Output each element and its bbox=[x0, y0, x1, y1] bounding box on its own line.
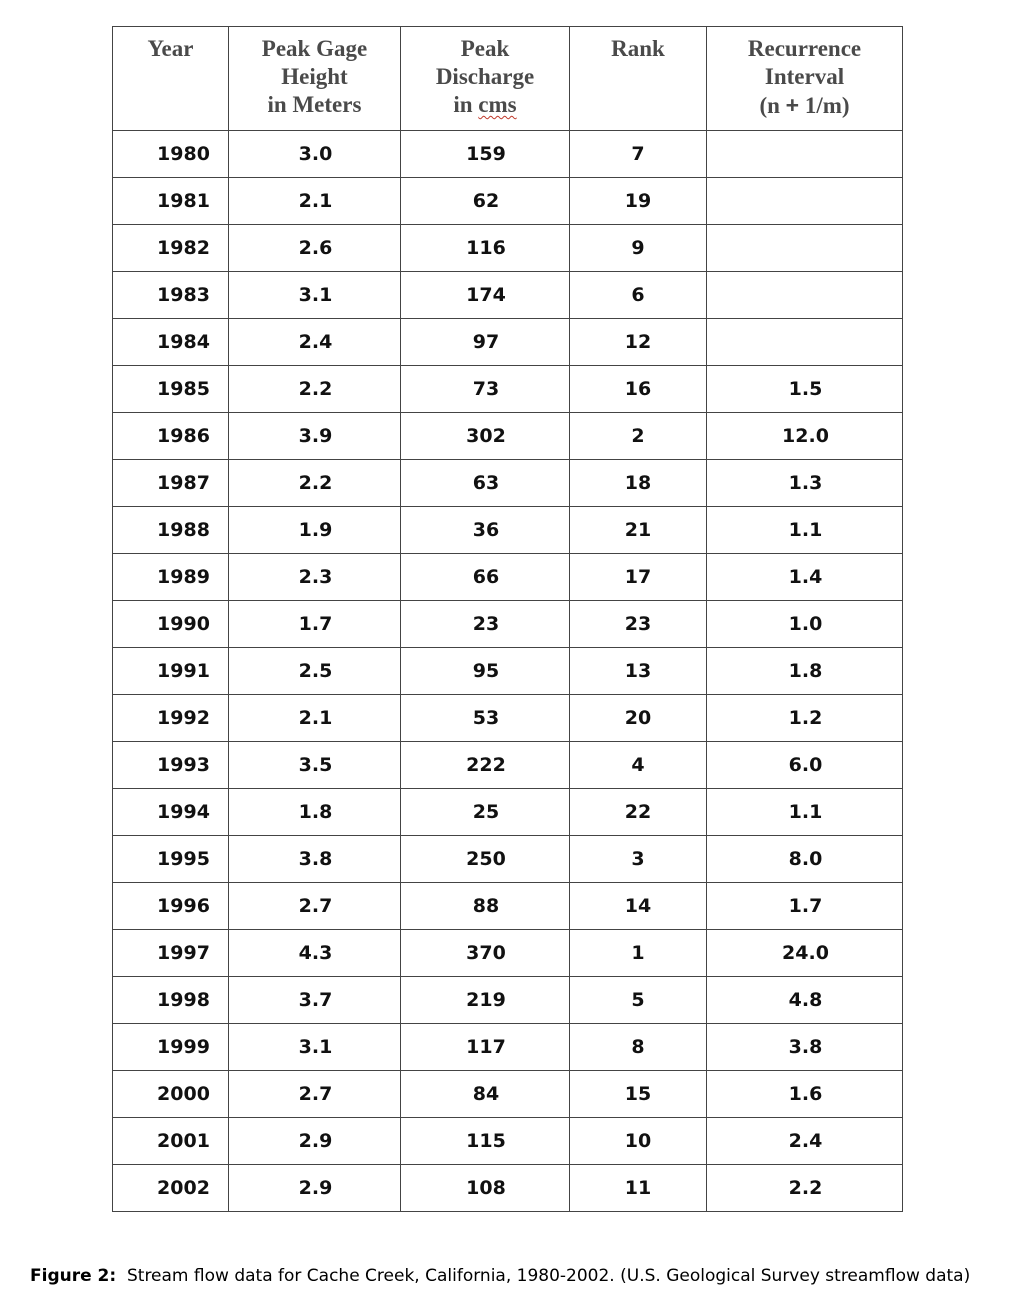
header-ri-line-2: Interval bbox=[764, 64, 845, 89]
cell-rank: 14 bbox=[570, 883, 707, 930]
table-row bbox=[113, 131, 903, 178]
table-row bbox=[113, 1165, 903, 1212]
cell-year: 1987 bbox=[113, 460, 229, 507]
table-row bbox=[113, 413, 903, 460]
cell-recurrence-interval bbox=[707, 178, 903, 225]
header-ri-m: 1/m) bbox=[804, 93, 850, 118]
cell-peak-gage-height: 2.7 bbox=[229, 883, 401, 930]
plus-icon: + bbox=[785, 92, 800, 118]
cell-year: 2001 bbox=[113, 1118, 229, 1165]
cell-year: 1983 bbox=[113, 272, 229, 319]
cell-recurrence-interval bbox=[707, 319, 903, 366]
cell-peak-gage-height: 2.9 bbox=[229, 1118, 401, 1165]
table-row bbox=[113, 366, 903, 413]
cell-peak-discharge: 97 bbox=[401, 319, 570, 366]
header-row bbox=[113, 27, 903, 131]
cell-recurrence-interval: 1.6 bbox=[707, 1071, 903, 1118]
cell-year: 1998 bbox=[113, 977, 229, 1024]
cell-year: 1991 bbox=[113, 648, 229, 695]
header-recurrence-interval bbox=[707, 27, 903, 131]
cell-peak-discharge: 73 bbox=[401, 366, 570, 413]
cell-rank: 17 bbox=[570, 554, 707, 601]
cell-year: 1986 bbox=[113, 413, 229, 460]
header-height-line-3: in Meters bbox=[267, 92, 362, 117]
table-row bbox=[113, 883, 903, 930]
header-discharge-line-2: Discharge bbox=[435, 64, 535, 89]
cell-year: 1990 bbox=[113, 601, 229, 648]
header-discharge-unit: cms bbox=[478, 92, 517, 117]
cell-peak-discharge: 219 bbox=[401, 977, 570, 1024]
cell-peak-gage-height: 2.4 bbox=[229, 319, 401, 366]
cell-recurrence-interval: 2.2 bbox=[707, 1165, 903, 1212]
cell-peak-discharge: 116 bbox=[401, 225, 570, 272]
cell-rank: 20 bbox=[570, 695, 707, 742]
caption-label: Figure 2: bbox=[30, 1266, 117, 1286]
cell-rank: 22 bbox=[570, 789, 707, 836]
cell-peak-discharge: 302 bbox=[401, 413, 570, 460]
cell-peak-gage-height: 2.9 bbox=[229, 1165, 401, 1212]
cell-year: 1980 bbox=[113, 131, 229, 178]
cell-peak-discharge: 370 bbox=[401, 930, 570, 977]
streamflow-table-container bbox=[112, 26, 902, 1212]
cell-rank: 1 bbox=[570, 930, 707, 977]
table-header bbox=[113, 27, 903, 131]
cell-rank: 21 bbox=[570, 507, 707, 554]
cell-recurrence-interval: 12.0 bbox=[707, 413, 903, 460]
cell-peak-discharge: 108 bbox=[401, 1165, 570, 1212]
cell-peak-discharge: 62 bbox=[401, 178, 570, 225]
cell-peak-gage-height: 4.3 bbox=[229, 930, 401, 977]
cell-rank: 9 bbox=[570, 225, 707, 272]
cell-peak-gage-height: 3.9 bbox=[229, 413, 401, 460]
cell-year: 1988 bbox=[113, 507, 229, 554]
table-row bbox=[113, 319, 903, 366]
cell-peak-gage-height: 3.7 bbox=[229, 977, 401, 1024]
table-row bbox=[113, 554, 903, 601]
cell-rank: 5 bbox=[570, 977, 707, 1024]
cell-recurrence-interval: 2.4 bbox=[707, 1118, 903, 1165]
cell-rank: 3 bbox=[570, 836, 707, 883]
cell-peak-discharge: 25 bbox=[401, 789, 570, 836]
streamflow-table bbox=[112, 26, 903, 1212]
cell-peak-gage-height: 1.9 bbox=[229, 507, 401, 554]
cell-peak-gage-height: 2.5 bbox=[229, 648, 401, 695]
cell-recurrence-interval bbox=[707, 225, 903, 272]
table-body bbox=[113, 131, 903, 1212]
cell-rank: 8 bbox=[570, 1024, 707, 1071]
cell-year: 1989 bbox=[113, 554, 229, 601]
header-ri-line-3 bbox=[707, 91, 902, 120]
cell-rank: 18 bbox=[570, 460, 707, 507]
cell-year: 1993 bbox=[113, 742, 229, 789]
cell-recurrence-interval: 8.0 bbox=[707, 836, 903, 883]
cell-year: 1997 bbox=[113, 930, 229, 977]
cell-year: 1982 bbox=[113, 225, 229, 272]
cell-recurrence-interval: 1.5 bbox=[707, 366, 903, 413]
cell-rank: 2 bbox=[570, 413, 707, 460]
cell-recurrence-interval: 4.8 bbox=[707, 977, 903, 1024]
cell-peak-gage-height: 2.1 bbox=[229, 695, 401, 742]
table-row bbox=[113, 648, 903, 695]
cell-peak-gage-height: 3.8 bbox=[229, 836, 401, 883]
table-row bbox=[113, 977, 903, 1024]
cell-rank: 10 bbox=[570, 1118, 707, 1165]
table-row bbox=[113, 742, 903, 789]
cell-year: 1996 bbox=[113, 883, 229, 930]
header-peak-gage-height bbox=[229, 27, 401, 131]
cell-year: 2002 bbox=[113, 1165, 229, 1212]
table-row bbox=[113, 836, 903, 883]
cell-peak-gage-height: 1.8 bbox=[229, 789, 401, 836]
cell-recurrence-interval: 1.1 bbox=[707, 507, 903, 554]
cell-peak-discharge: 115 bbox=[401, 1118, 570, 1165]
header-ri-n: (n bbox=[759, 93, 780, 118]
cell-year: 2000 bbox=[113, 1071, 229, 1118]
cell-peak-gage-height: 2.3 bbox=[229, 554, 401, 601]
cell-peak-discharge: 88 bbox=[401, 883, 570, 930]
cell-peak-discharge: 117 bbox=[401, 1024, 570, 1071]
cell-recurrence-interval: 1.2 bbox=[707, 695, 903, 742]
table-row bbox=[113, 225, 903, 272]
table-row bbox=[113, 1118, 903, 1165]
cell-peak-discharge: 159 bbox=[401, 131, 570, 178]
cell-peak-gage-height: 3.1 bbox=[229, 1024, 401, 1071]
cell-recurrence-interval: 24.0 bbox=[707, 930, 903, 977]
cell-peak-discharge: 174 bbox=[401, 272, 570, 319]
cell-rank: 13 bbox=[570, 648, 707, 695]
cell-peak-discharge: 250 bbox=[401, 836, 570, 883]
header-discharge-in: in bbox=[453, 92, 473, 117]
header-discharge-line-1: Peak bbox=[460, 36, 510, 61]
cell-year: 1999 bbox=[113, 1024, 229, 1071]
cell-recurrence-interval: 3.8 bbox=[707, 1024, 903, 1071]
cell-rank: 12 bbox=[570, 319, 707, 366]
table-row bbox=[113, 460, 903, 507]
cell-rank: 7 bbox=[570, 131, 707, 178]
cell-year: 1994 bbox=[113, 789, 229, 836]
cell-recurrence-interval: 1.7 bbox=[707, 883, 903, 930]
cell-recurrence-interval: 1.1 bbox=[707, 789, 903, 836]
cell-year: 1985 bbox=[113, 366, 229, 413]
cell-peak-discharge: 222 bbox=[401, 742, 570, 789]
header-ri-line-1: Recurrence bbox=[747, 36, 862, 61]
cell-recurrence-interval: 1.0 bbox=[707, 601, 903, 648]
cell-rank: 15 bbox=[570, 1071, 707, 1118]
cell-rank: 4 bbox=[570, 742, 707, 789]
cell-recurrence-interval: 1.3 bbox=[707, 460, 903, 507]
cell-rank: 16 bbox=[570, 366, 707, 413]
cell-peak-gage-height: 3.1 bbox=[229, 272, 401, 319]
cell-recurrence-interval: 6.0 bbox=[707, 742, 903, 789]
cell-recurrence-interval bbox=[707, 131, 903, 178]
cell-year: 1992 bbox=[113, 695, 229, 742]
cell-rank: 11 bbox=[570, 1165, 707, 1212]
cell-peak-discharge: 66 bbox=[401, 554, 570, 601]
header-height-line-1: Peak Gage bbox=[261, 36, 368, 61]
cell-recurrence-interval: 1.4 bbox=[707, 554, 903, 601]
table-row bbox=[113, 507, 903, 554]
cell-peak-gage-height: 2.2 bbox=[229, 460, 401, 507]
cell-peak-discharge: 23 bbox=[401, 601, 570, 648]
cell-peak-gage-height: 2.6 bbox=[229, 225, 401, 272]
cell-peak-gage-height: 1.7 bbox=[229, 601, 401, 648]
cell-year: 1984 bbox=[113, 319, 229, 366]
header-discharge-line-3 bbox=[401, 91, 569, 119]
cell-peak-gage-height: 2.7 bbox=[229, 1071, 401, 1118]
table-row bbox=[113, 789, 903, 836]
cell-year: 1995 bbox=[113, 836, 229, 883]
cell-peak-gage-height: 3.0 bbox=[229, 131, 401, 178]
cell-year: 1981 bbox=[113, 178, 229, 225]
table-row bbox=[113, 1071, 903, 1118]
cell-peak-discharge: 84 bbox=[401, 1071, 570, 1118]
header-year-line-1: Year bbox=[147, 36, 194, 61]
cell-rank: 19 bbox=[570, 178, 707, 225]
cell-recurrence-interval bbox=[707, 272, 903, 319]
header-year bbox=[113, 27, 229, 131]
header-peak-discharge bbox=[401, 27, 570, 131]
cell-peak-discharge: 53 bbox=[401, 695, 570, 742]
cell-peak-gage-height: 2.1 bbox=[229, 178, 401, 225]
figure-caption bbox=[30, 1266, 970, 1286]
header-rank bbox=[570, 27, 707, 131]
cell-rank: 6 bbox=[570, 272, 707, 319]
cell-recurrence-interval: 1.8 bbox=[707, 648, 903, 695]
cell-peak-gage-height: 2.2 bbox=[229, 366, 401, 413]
caption-text: Stream flow data for Cache Creek, California, 1980-2002. (U.S. Geological Survey streamflow data) bbox=[126, 1266, 971, 1286]
cell-peak-discharge: 63 bbox=[401, 460, 570, 507]
table-row bbox=[113, 178, 903, 225]
table-row bbox=[113, 601, 903, 648]
cell-peak-discharge: 36 bbox=[401, 507, 570, 554]
header-height-line-2: Height bbox=[281, 64, 348, 89]
table-row bbox=[113, 695, 903, 742]
cell-peak-gage-height: 3.5 bbox=[229, 742, 401, 789]
cell-rank: 23 bbox=[570, 601, 707, 648]
table-row bbox=[113, 1024, 903, 1071]
table-row bbox=[113, 272, 903, 319]
cell-peak-discharge: 95 bbox=[401, 648, 570, 695]
header-rank-line-1: Rank bbox=[611, 36, 665, 61]
table-row bbox=[113, 930, 903, 977]
